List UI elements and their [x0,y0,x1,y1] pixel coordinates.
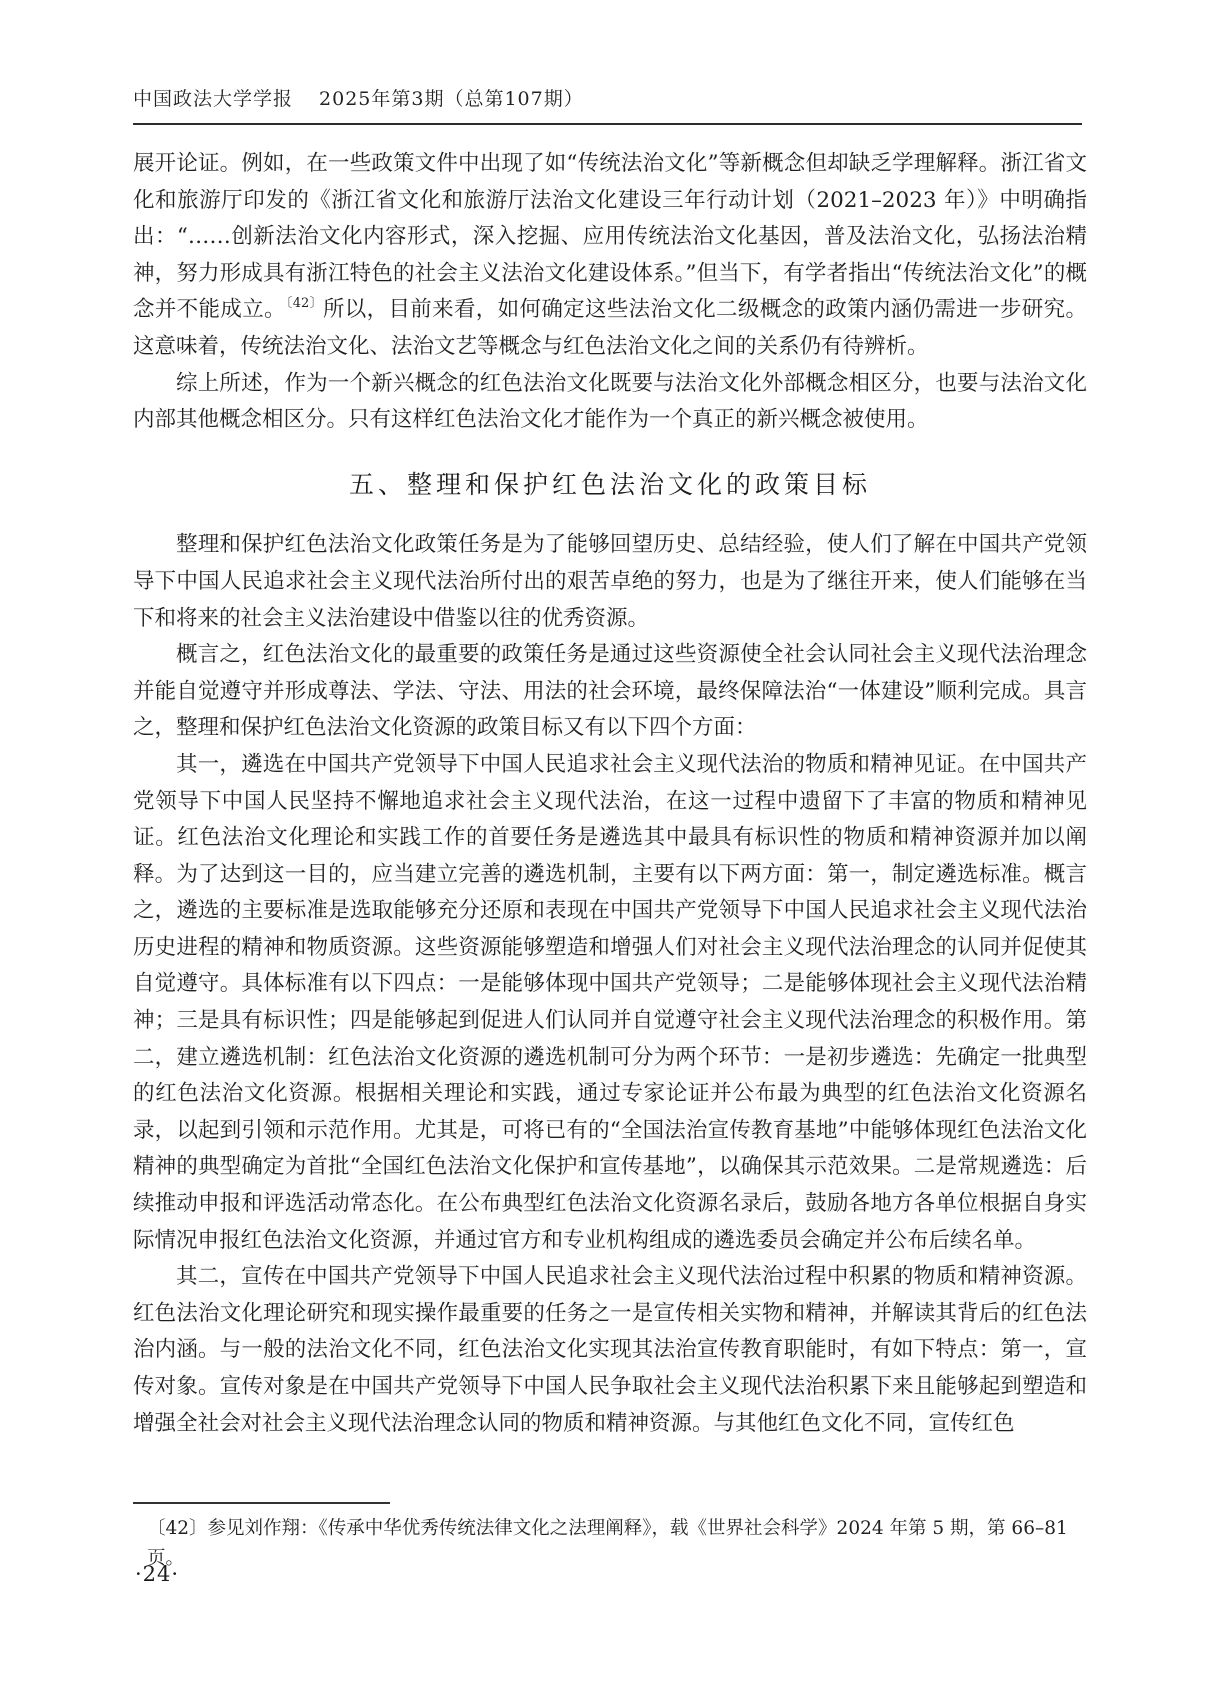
issue-info: 2025年第3期（总第107期） [319,88,584,110]
journal-title: 中国政法大学学报 [133,88,294,110]
paragraph-text: 所以，目前来看，如何确定这些法治文化二级概念的政策内涵仍需进一步研究。这意味着，传统法治文化、法治文艺等概念与红色法治文化之间的关系仍有待辨析。 [133,297,1087,359]
body-paragraph: 概言之，红色法治文化的最重要的政策任务是通过这些资源使全社会认同社会主义现代法治理念并能自觉遵守并形成尊法、学法、守法、用法的社会环境，最终保障法治“一体建设”顺利完成。具言之，整理和保护红色法治文化资源的政策目标又有以下四个方面： [133,642,1087,741]
body-paragraph: 其二，宣传在中国共产党领导下中国人民追求社会主义现代法治过程中积累的物质和精神资源。红色法治文化理论研究和现实操作最重要的任务之一是宣传相关实物和精神，并解读其背后的红色法治内涵。与一般的法治文化不同，红色法治文化实现其法治宣传教育职能时，有如下特点：第一，宣传对象。宣传对象是在中国共产党领导下中国人民争取社会主义现代法治积累下来且能够起到塑造和增强全社会对社会主义现代法治理念认同的物质和精神资源。与其他红色文化不同，宣传红色 [133,1264,1087,1436]
section-heading: 五、整理和保护红色法治文化的政策目标 [348,469,871,499]
body-paragraph: 综上所述，作为一个新兴概念的红色法治文化既要与法治文化外部概念相区分，也要与法治文化内部其他概念相区分。只有这样红色法治文化才能作为一个真正的新兴概念被使用。 [133,370,1087,433]
page-number: ·24· [135,1562,180,1586]
footnote-text: 〔42〕参见刘作翔：《传承中华优秀传统法律文化之法理阐释》，载《世界社会科学》2024 年第 5 期，第 66–81 页。 [147,1518,1068,1569]
body-paragraph [133,146,1087,366]
footnote-block [133,1502,1087,1574]
body-paragraph: 其一，遴选在中国共产党领导下中国人民追求社会主义现代法治的物质和精神见证。在中国共产党领导下中国人民坚持不懈地追求社会主义现代法治，在这一过程中遗留下了丰富的物质和精神见证。红色法治文化理论和实践工作的首要任务是遴选其中最具有标识性的物质和精神资源并加以阐释。为了达到这一目的，应当建立完善的遴选机制，主要有以下两方面：第一，制定遴选标准。概言之，遴选的主要标准是选取能够充分还原和表现在中国共产党领导下中国人民追求社会主义现代法治历史进程的精神和物质资源。这些资源能够塑造和增强人们对社会主义现代法治理念的认同并促使其自觉遵守。具体标准有以下四点：一是能够体现中国共产党领导；二是能够体现社会主义现代法治精神；三是具有标识性；四是能够起到促进人们认同并自觉遵守社会主义现代法治理念的积极作用。第二，建立遴选机制：红色法治文化资源的遴选机制可分为两个环节：一是初步遴选：先确定一批典型的红色法治文化资源。根据相关理论和实践，通过专家论证并公布最为典型的红色法治文化资源名录，以起到引领和示范作用。尤其是，可将已有的“全国法治宣传教育基地”中能够体现红色法治文化精神的典型确定为首批“全国红色法治文化保护和宣传基地”，以确保其示范效果。二是常规遴选：后续推动申报和评选活动常态化。在公布典型红色法治文化资源名录后，鼓励各地方各单位根据自身实际情况申报红色法治文化资源，并通过官方和专业机构组成的遴选委员会确定并公布后续名单。 [133,751,1087,1253]
article-body [133,146,1087,1442]
paragraph-text: 展开论证。例如，在一些政策文件中出现了如“传统法治文化”等新概念但却缺乏学理解释。浙江省文化和旅游厅印发的《浙江省文化和旅游厅法治文化建设三年行动计划（2021–2023 年）》中明确指出：“……创新法治文化内容形式，深入挖掘、应用传统法治文化基因，普及法治文化，弘扬法治精神，努力形成具有浙江特色的社会主义法治文化建设体系。”但当下，有学者指出“传统法治文化”的概念并不能成立。 [133,151,1087,323]
running-head [133,84,1082,125]
footnote-reference: 〔42〕 [285,296,323,312]
body-paragraph: 整理和保护红色法治文化政策任务是为了能够回望历史、总结经验，使人们了解在中国共产党领导下中国人民追求社会主义现代法治所付出的艰苦卓绝的努力，也是为了继往开来，使人们能够在当下和将来的社会主义法治建设中借鉴以往的优秀资源。 [133,532,1087,631]
